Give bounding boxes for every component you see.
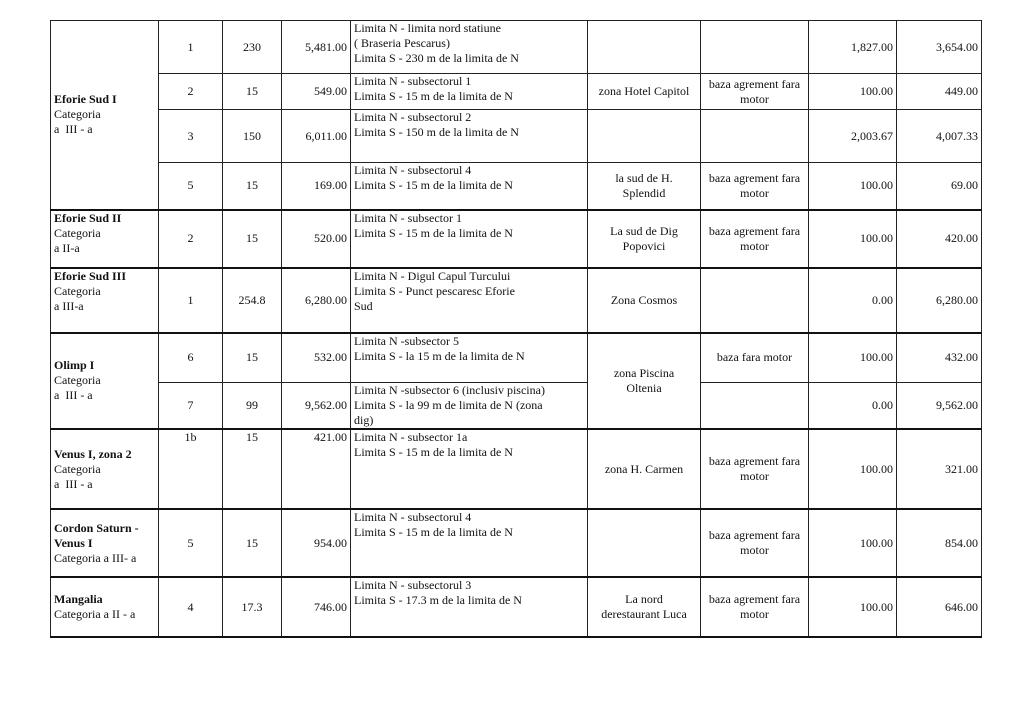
- limit-line: Limita S - 17.3 m de la limita de N: [354, 593, 522, 607]
- subsector-number: 7: [159, 383, 223, 430]
- zone-text: Zona Cosmos: [610, 292, 678, 307]
- value-2: 4,007.33: [897, 110, 982, 163]
- length-value: 15: [223, 509, 282, 577]
- location-category: Categoria a II-a: [54, 225, 101, 255]
- location-category: Categoria a III-a: [54, 283, 101, 313]
- area-value: 5,481.00: [282, 21, 351, 74]
- value-1: 100.00: [809, 163, 897, 210]
- type-cell: [701, 110, 809, 163]
- zone-cell: [588, 74, 701, 110]
- value-1: 100.00: [809, 577, 897, 637]
- value-2: 420.00: [897, 210, 982, 268]
- zone-cell: [588, 21, 701, 74]
- location-cell: [51, 577, 159, 637]
- subsector-number: 4: [159, 577, 223, 637]
- limit-line: Limita N - subsectorul 4: [354, 510, 472, 524]
- location-name: Cordon Saturn - Venus I: [54, 520, 139, 550]
- area-value: 6,280.00: [282, 268, 351, 333]
- value-1: 100.00: [809, 210, 897, 268]
- limit-line: Limita S - Punct pescaresc Eforie: [354, 283, 515, 298]
- location-name: Eforie Sud II: [54, 210, 122, 225]
- area-value: 532.00: [282, 333, 351, 383]
- table-row: [51, 21, 982, 74]
- limits-cell: [351, 21, 588, 74]
- type-text: baza agrement fara motor: [708, 592, 801, 621]
- location-category: Categoria a III - a: [54, 461, 101, 491]
- limit-line: ( Braseria Pescarus): [354, 36, 450, 50]
- length-value: 15: [223, 429, 282, 509]
- location-name: Venus I, zona 2: [54, 446, 132, 461]
- type-cell: [701, 383, 809, 430]
- limit-line: Limita N - limita nord statiune: [354, 21, 501, 35]
- area-value: 746.00: [282, 577, 351, 637]
- value-1: 100.00: [809, 429, 897, 509]
- zone-cell: [588, 163, 701, 210]
- limit-line: Limita N -subsector 5: [354, 333, 459, 348]
- zone-text: La nord derestaurant Luca: [601, 592, 687, 621]
- subsector-number: 6: [159, 333, 223, 383]
- limit-line: Limita N -subsector 6 (inclusiv piscina): [354, 383, 545, 397]
- zone-cell: [588, 268, 701, 333]
- subsector-number: 5: [159, 163, 223, 210]
- value-2: 449.00: [897, 74, 982, 110]
- limit-line: Limita S - la 99 m de limita de N (zona: [354, 398, 543, 412]
- value-1: 100.00: [809, 74, 897, 110]
- beach-sectors-table: [50, 20, 982, 638]
- value-1: 100.00: [809, 333, 897, 383]
- location-category: Categoria a III- a: [54, 550, 137, 565]
- area-value: 6,011.00: [282, 110, 351, 163]
- limit-line: Limita N - subsectorul 1: [354, 74, 472, 88]
- zone-text: zona Piscina Oltenia: [613, 365, 675, 395]
- table-row: [51, 110, 982, 163]
- location-name: Olimp I: [54, 358, 95, 373]
- value-2: 321.00: [897, 429, 982, 509]
- zone-cell: [588, 333, 701, 430]
- limits-cell: [351, 577, 588, 637]
- limit-line: dig): [354, 413, 374, 427]
- type-cell: [701, 163, 809, 210]
- zone-cell: [588, 577, 701, 637]
- location-name: Mangalia: [54, 592, 103, 606]
- subsector-number: 2: [159, 210, 223, 268]
- limit-line: Limita N - subsectorul 3: [354, 578, 472, 592]
- zone-cell: [588, 210, 701, 268]
- table-row: [51, 163, 982, 210]
- zone-text: zona Hotel Capitol: [598, 84, 690, 98]
- zone-text: la sud de H. Splendid: [615, 170, 673, 200]
- type-cell: [701, 577, 809, 637]
- value-2: 9,562.00: [897, 383, 982, 430]
- length-value: 17.3: [223, 577, 282, 637]
- table-row: [51, 74, 982, 110]
- subsector-number: 3: [159, 110, 223, 163]
- subsector-number: 1: [159, 21, 223, 74]
- table-row: [51, 429, 982, 509]
- location-cell: [51, 509, 159, 577]
- limits-cell: [351, 333, 588, 383]
- type-cell: [701, 21, 809, 74]
- location-category: Categoria a III - a: [54, 373, 101, 403]
- limit-line: Limita S - 15 m de la limita de N: [354, 445, 513, 459]
- value-2: 854.00: [897, 509, 982, 577]
- location-cell: [51, 21, 159, 210]
- limit-line: Limita S - la 15 m de la limita de N: [354, 348, 525, 363]
- area-value: 169.00: [282, 163, 351, 210]
- limit-line: Limita N - subsector 1a: [354, 430, 468, 444]
- location-name: Eforie Sud I: [54, 92, 117, 107]
- type-cell: [701, 268, 809, 333]
- limits-cell: [351, 509, 588, 577]
- length-value: 150: [223, 110, 282, 163]
- limit-line: Limita N - Digul Capul Turcului: [354, 268, 511, 283]
- table-row: [51, 333, 982, 383]
- length-value: 15: [223, 163, 282, 210]
- location-cell: [51, 268, 159, 333]
- limits-cell: [351, 429, 588, 509]
- location-cell: [51, 333, 159, 430]
- subsector-number: 1b: [159, 429, 223, 509]
- subsector-number: 2: [159, 74, 223, 110]
- value-2: 646.00: [897, 577, 982, 637]
- limit-line: Limita S - 150 m de la limita de N: [354, 125, 519, 139]
- zone-cell: [588, 509, 701, 577]
- zone-text: La sud de Dig Popovici: [610, 223, 678, 253]
- limits-cell: [351, 163, 588, 210]
- length-value: 230: [223, 21, 282, 74]
- location-cell: [51, 429, 159, 509]
- value-2: 6,280.00: [897, 268, 982, 333]
- table-row: [51, 383, 982, 430]
- length-value: 15: [223, 74, 282, 110]
- type-cell: [701, 509, 809, 577]
- limit-line: Limita S - 230 m de la limita de N: [354, 51, 519, 65]
- limit-line: Sud: [354, 298, 373, 313]
- area-value: 9,562.00: [282, 383, 351, 430]
- limit-line: Limita N - subsectorul 4: [354, 163, 472, 177]
- limits-cell: [351, 383, 588, 430]
- type-cell: [701, 210, 809, 268]
- value-1: 1,827.00: [809, 21, 897, 74]
- type-text: baza agrement fara motor: [708, 170, 801, 200]
- value-1: 0.00: [809, 268, 897, 333]
- type-text: baza fara motor: [716, 350, 793, 365]
- limit-line: Limita S - 15 m de la limita de N: [354, 178, 513, 192]
- limit-line: Limita S - 15 m de la limita de N: [354, 89, 513, 103]
- type-text: baza agrement fara motor: [708, 454, 801, 483]
- value-2: 432.00: [897, 333, 982, 383]
- zone-cell: [588, 429, 701, 509]
- subsector-number: 1: [159, 268, 223, 333]
- limits-cell: [351, 268, 588, 333]
- type-text: baza agrement fara motor: [708, 223, 801, 253]
- area-value: 549.00: [282, 74, 351, 110]
- limits-cell: [351, 74, 588, 110]
- table-row: [51, 268, 982, 333]
- limits-cell: [351, 210, 588, 268]
- length-value: 254.8: [223, 268, 282, 333]
- value-1: 2,003.67: [809, 110, 897, 163]
- limit-line: Limita S - 15 m de la limita de N: [354, 525, 513, 539]
- area-value: 520.00: [282, 210, 351, 268]
- length-value: 15: [223, 210, 282, 268]
- value-2: 3,654.00: [897, 21, 982, 74]
- type-text: baza agrement fara motor: [708, 528, 801, 557]
- value-1: 100.00: [809, 509, 897, 577]
- value-2: 69.00: [897, 163, 982, 210]
- zone-cell: [588, 110, 701, 163]
- table-row: [51, 577, 982, 637]
- location-cell: [51, 210, 159, 268]
- subsector-number: 5: [159, 509, 223, 577]
- limit-line: Limita N - subsectorul 2: [354, 110, 472, 124]
- type-cell: [701, 333, 809, 383]
- limit-line: Limita S - 15 m de la limita de N: [354, 225, 513, 240]
- value-1: 0.00: [809, 383, 897, 430]
- length-value: 15: [223, 333, 282, 383]
- location-category: Categoria a III - a: [54, 107, 101, 137]
- location-category: Categoria a II - a: [54, 607, 136, 621]
- type-cell: [701, 429, 809, 509]
- length-value: 99: [223, 383, 282, 430]
- location-name: Eforie Sud III: [54, 268, 127, 283]
- limit-line: Limita N - subsector 1: [354, 210, 462, 225]
- type-text: baza agrement fara motor: [708, 76, 801, 106]
- area-value: 421.00: [282, 429, 351, 509]
- table-row: [51, 210, 982, 268]
- limits-cell: [351, 110, 588, 163]
- type-cell: [701, 74, 809, 110]
- zone-text: zona H. Carmen: [604, 461, 684, 476]
- area-value: 954.00: [282, 509, 351, 577]
- table-row: [51, 509, 982, 577]
